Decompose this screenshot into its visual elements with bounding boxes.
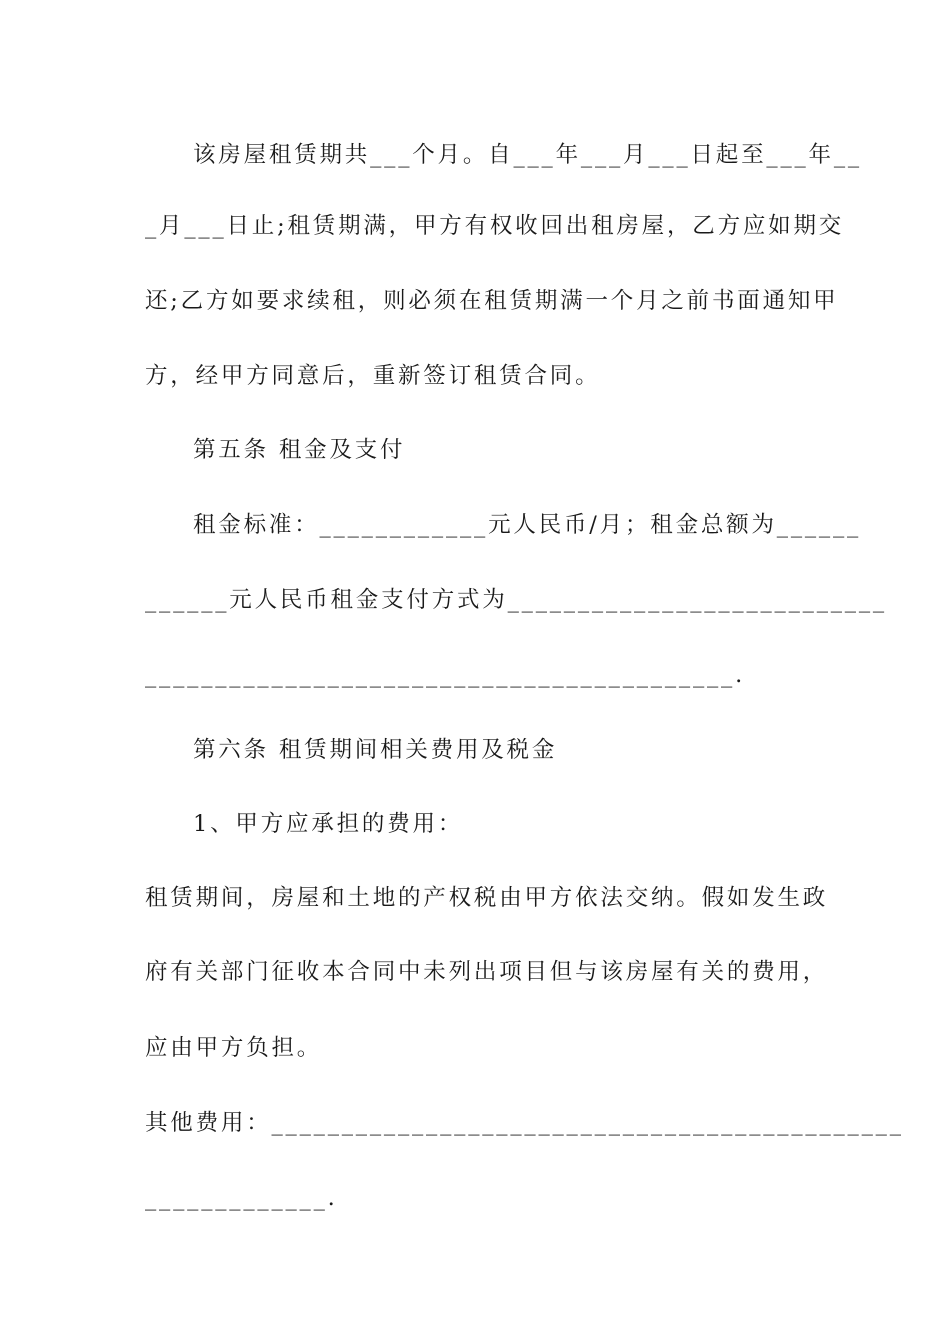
article-5-heading: 第五条 租金及支付 (193, 437, 406, 463)
tax-paragraph-line-1: 租赁期间，房屋和土地的产权税由甲方依法交纳。假如发生政 (145, 885, 829, 911)
paragraph-lease-term-line-2: _月___日止;租赁期满，甲方有权收回出租房屋，乙方应如期交 (145, 213, 845, 239)
party-a-fees-heading: 1、甲方应承担的费用： (193, 811, 464, 837)
rent-standard-line-2: ______元人民币租金支付方式为___________________________ (145, 587, 887, 613)
paragraph-lease-term-line-3: 还;乙方如要求续租，则必须在租赁期满一个月之前书面通知甲 (145, 288, 839, 314)
other-fees-line-2: _____________. (145, 1185, 338, 1211)
paragraph-lease-term-line-1: 该房屋租赁期共___个月。自___年___月___日起至___年__ (193, 142, 862, 168)
article-6-heading: 第六条 租赁期间相关费用及税金 (193, 737, 558, 763)
paragraph-lease-term-line-4: 方，经甲方同意后，重新签订租赁合同。 (145, 363, 601, 389)
other-fees-line-1: 其他费用：_____________________________________________ (145, 1110, 904, 1136)
rent-standard-line-1: 租金标准：____________元人民币/月；租金总额为______ (193, 512, 862, 538)
rent-standard-line-3: __________________________________________. (145, 662, 746, 688)
tax-paragraph-line-3: 应由甲方负担。 (145, 1035, 323, 1061)
tax-paragraph-line-2: 府有关部门征收本合同中未列出项目但与该房屋有关的费用， (145, 959, 829, 985)
